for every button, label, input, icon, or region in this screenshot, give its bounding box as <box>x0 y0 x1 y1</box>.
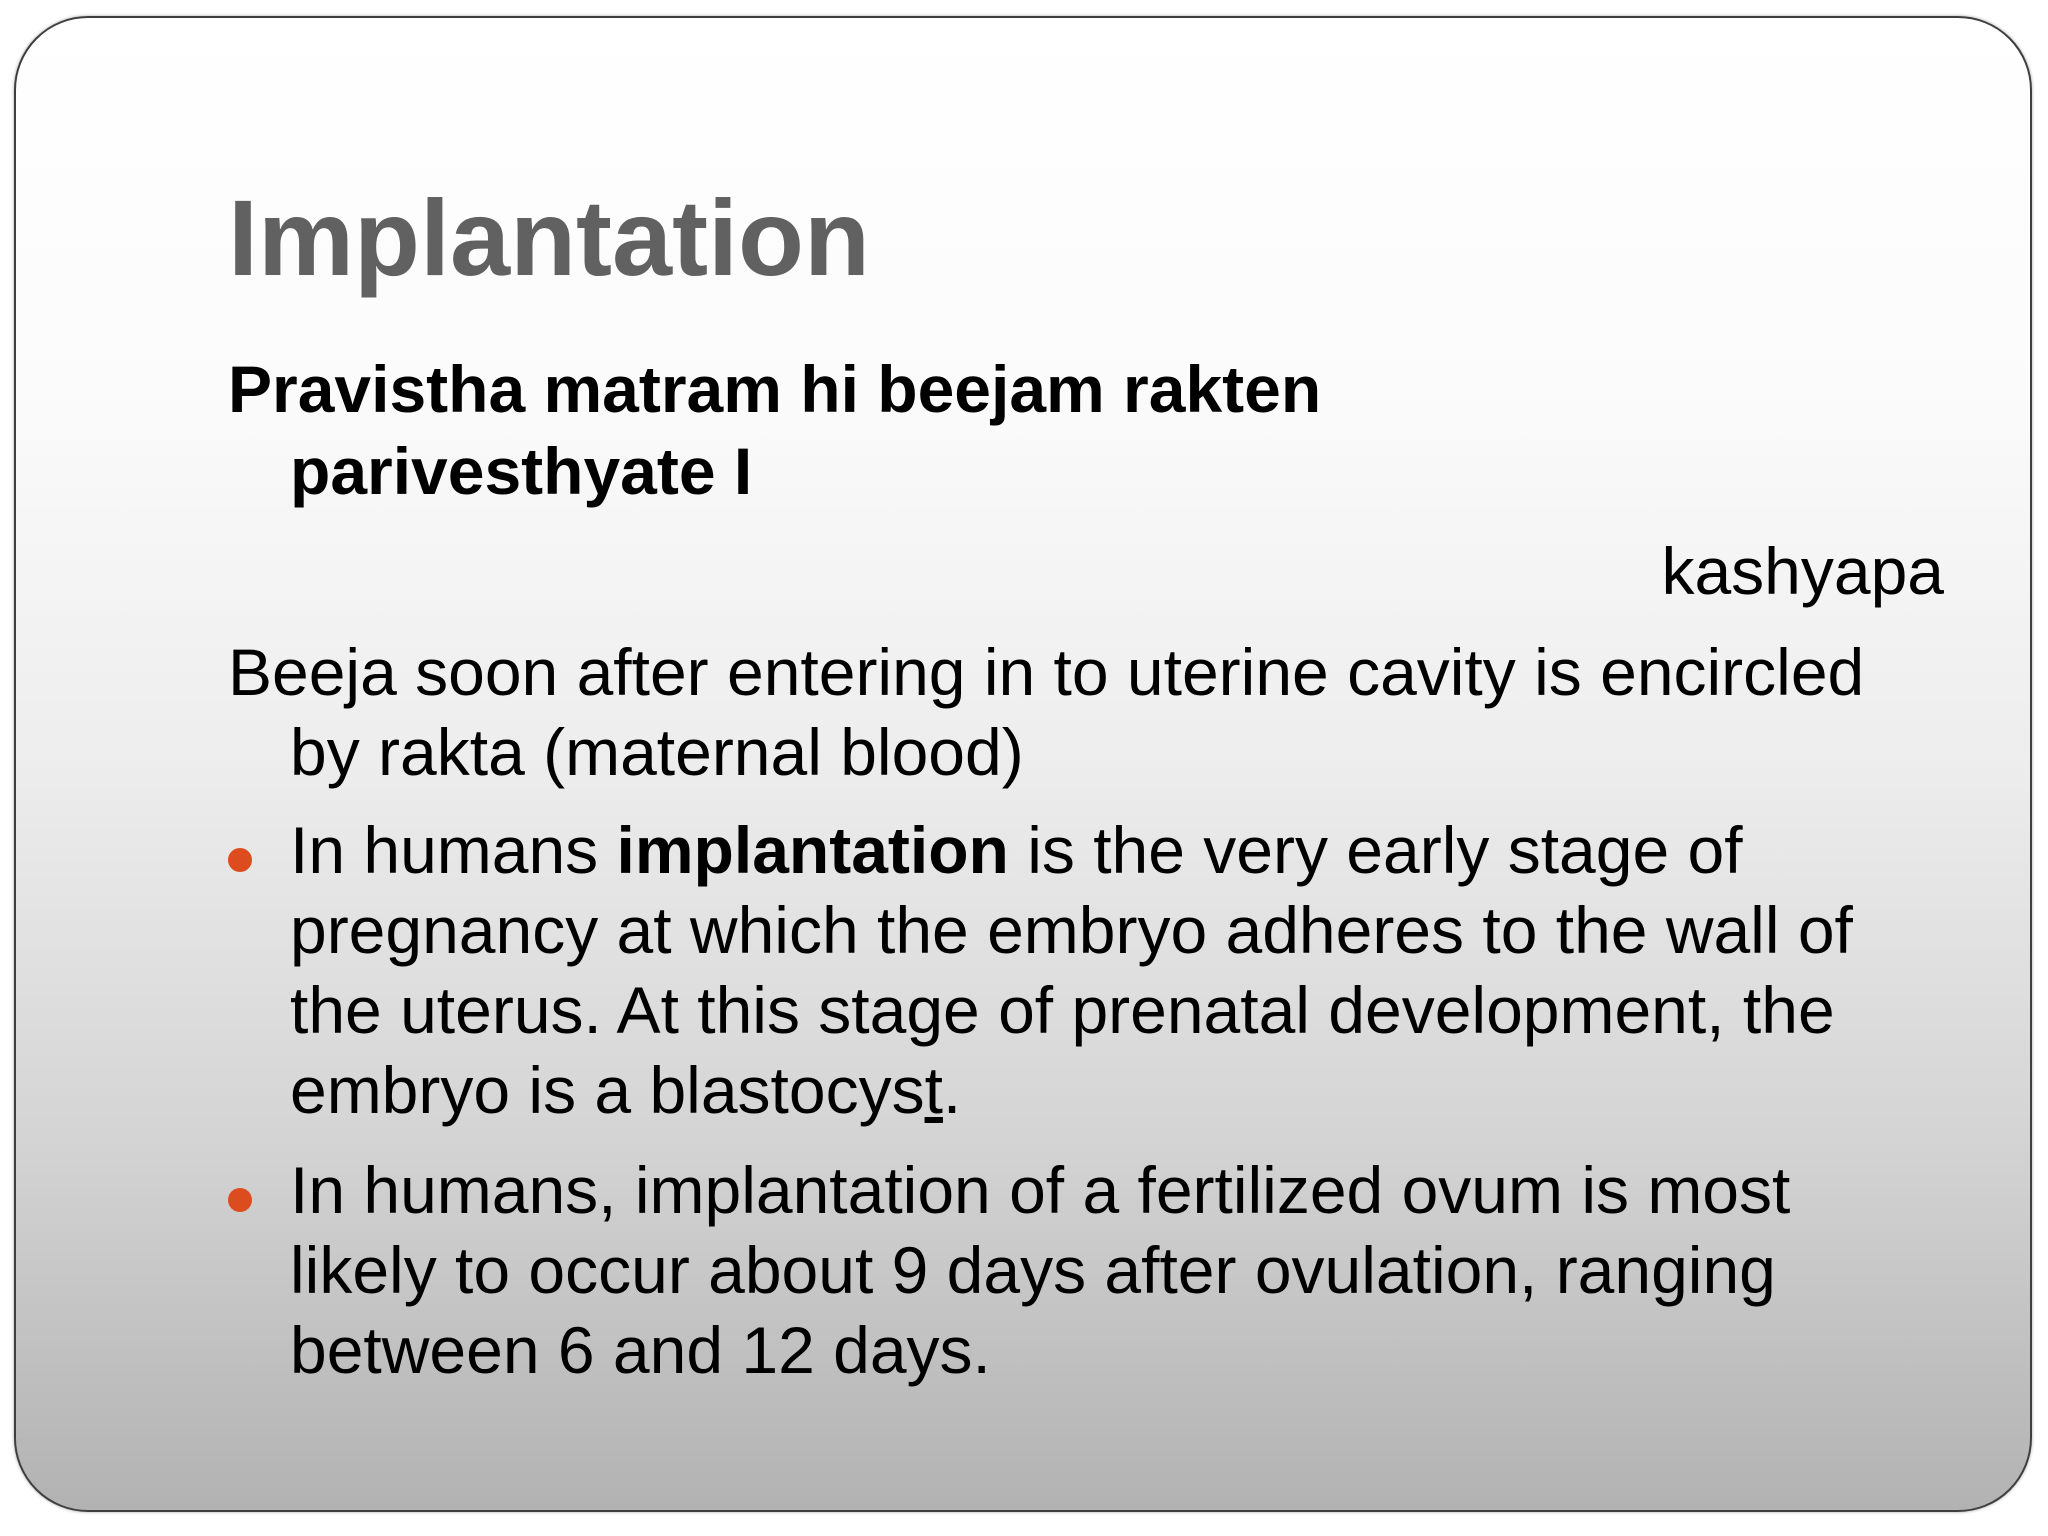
bullet-bold-term: implantation <box>616 813 1009 887</box>
sanskrit-verse <box>228 348 1948 512</box>
bullet-dot-icon <box>228 848 252 872</box>
verse-line-2: parivesthyate I <box>290 434 753 508</box>
bullet-text-end: . <box>942 1053 962 1127</box>
explanation-paragraph: Beeja soon after entering in to uterine cavity is encircled by rakta (maternal blood) <box>228 635 1865 789</box>
verse-line-1: Pravistha matram hi beejam rakten <box>228 352 1322 426</box>
bullet-text: In humans, implantation of a fertilized ovum is most likely to occur about 9 days after ovulation, ranging between 6 and 12 days. <box>290 1153 1791 1387</box>
bullet-underlined-char: t <box>924 1053 943 1127</box>
bullet-text-start: In humans <box>290 813 617 887</box>
slide-content <box>228 348 1948 1390</box>
bullet-text-middle: is the very early stage of pregnancy at which the embryo adheres to the wall of the uterus. At this stage of prenatal development, the embryo is a blastocys <box>290 813 1853 1127</box>
bullet-item <box>228 792 1948 1130</box>
verse-attribution: kashyapa <box>1661 534 1944 608</box>
slide-title: Implantation <box>228 177 870 298</box>
bullet-item <box>228 1130 1948 1390</box>
bullet-dot-icon <box>228 1188 252 1212</box>
slide <box>14 16 2032 1512</box>
